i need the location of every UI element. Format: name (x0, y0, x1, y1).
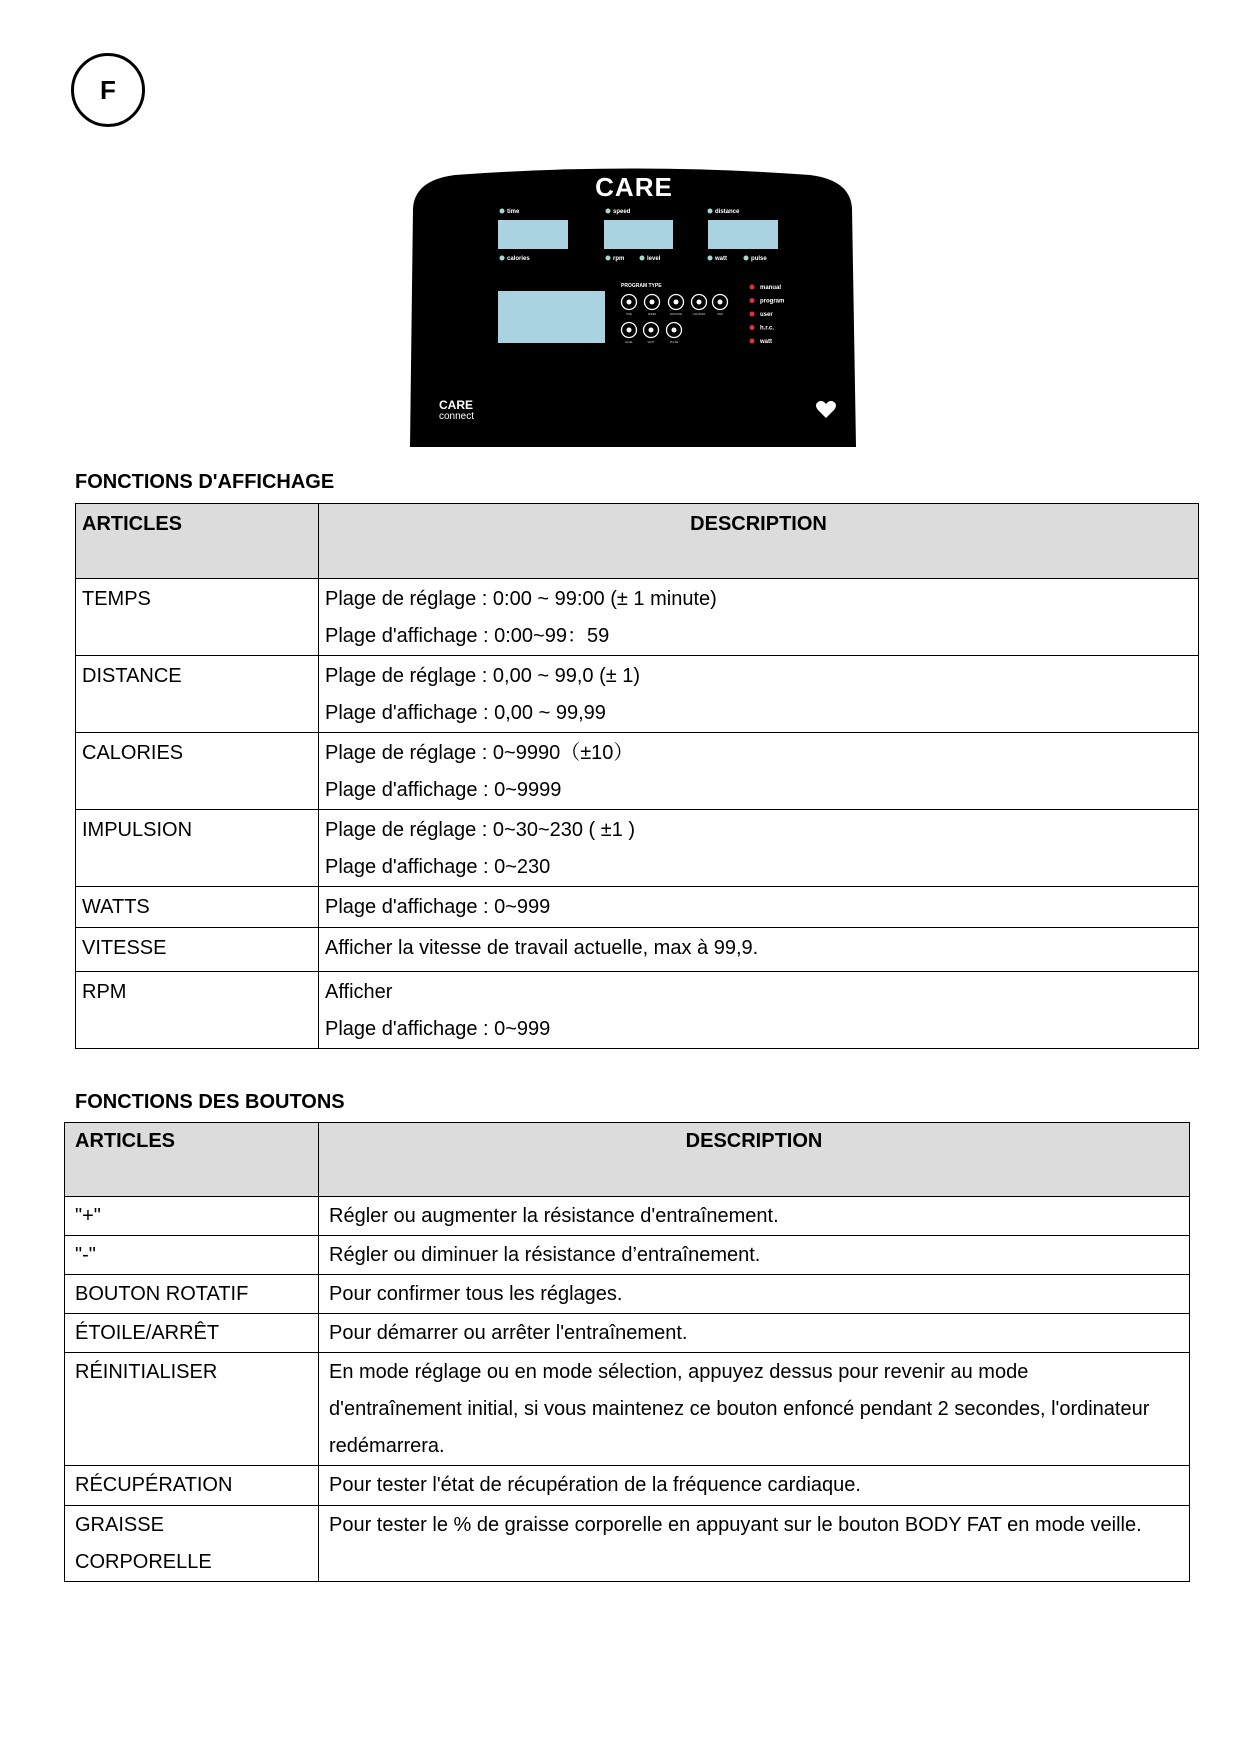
program-icon-label: WATT (647, 341, 655, 344)
description-cell (319, 1466, 1190, 1506)
indicator-label: pulse (751, 256, 767, 262)
article-text: RÉINITIALISER (75, 1361, 218, 1383)
table-row (65, 1314, 1190, 1353)
article-text: IMPULSION (82, 819, 193, 841)
program-led (750, 312, 755, 317)
program-led (750, 339, 755, 344)
description-line: Pour tester l'état de récupération de la fréquence cardiaque. (329, 1474, 861, 1496)
article-cell (65, 1275, 319, 1314)
description-cell (319, 1314, 1190, 1353)
table-row (65, 1197, 1190, 1236)
indicator-label: rpm (613, 256, 625, 262)
table-row (76, 810, 1199, 887)
description-line: Plage d'affichage : 0,00 ~ 99,99 (325, 702, 606, 724)
speed-display (604, 220, 673, 249)
article-cell (65, 1353, 319, 1466)
article-text: WATTS (82, 896, 150, 918)
program-led-label: program (760, 298, 785, 305)
description-line: redémarrera. (329, 1435, 445, 1457)
table-row (65, 1466, 1190, 1506)
description-line: Plage d'affichage : 0~999 (325, 1018, 551, 1040)
distance-display (708, 220, 778, 249)
care-connect-logo-bottom: connect (439, 411, 475, 422)
article-cell (76, 972, 319, 1049)
table-row (76, 928, 1199, 972)
description-cell (319, 1506, 1190, 1582)
header-articles: ARTICLES (65, 1123, 319, 1197)
description-cell (319, 1197, 1190, 1236)
description-cell (319, 1353, 1190, 1466)
description-line: Afficher (325, 981, 393, 1003)
indicator-dot (606, 256, 611, 261)
article-text: RPM (82, 981, 127, 1003)
description-line: Plage de réglage : 0,00 ~ 99,0 (± 1) (325, 665, 641, 687)
description-cell (319, 579, 1199, 656)
description-line: Plage d'affichage : 0~999 (325, 896, 551, 918)
program-led-label: watt (760, 339, 772, 345)
article-text: GRAISSE (75, 1514, 164, 1536)
program-icon-label: CALORIES (692, 313, 706, 316)
table-row (76, 579, 1199, 656)
description-line: Régler ou augmenter la résistance d'entraînement. (329, 1205, 779, 1227)
article-text: BOUTON ROTATIF (75, 1283, 249, 1305)
program-led-label: manual (760, 285, 782, 291)
description-cell (319, 733, 1199, 810)
language-badge: F (71, 53, 145, 127)
indicator-label: watt (715, 256, 727, 262)
table-row (65, 1506, 1190, 1582)
indicator-dot (640, 256, 645, 261)
description-cell (319, 928, 1199, 972)
article-cell (65, 1466, 319, 1506)
header-description: DESCRIPTION (319, 504, 1199, 579)
program-icon-label: SPEED (647, 313, 657, 316)
description-line: Plage de réglage : 0~30~230 ( ±1 ) (325, 819, 636, 841)
header-articles: ARTICLES (76, 504, 319, 579)
indicator-dot (744, 256, 749, 261)
table-row (76, 972, 1199, 1049)
article-text: DISTANCE (82, 665, 182, 687)
description-line: Pour tester le % de graisse corporelle en appuyant sur le bouton BODY FAT en mode veille. (329, 1514, 1142, 1536)
header-description: DESCRIPTION (319, 1123, 1190, 1197)
program-icon-label: TIME (626, 313, 632, 316)
care-logo: CARE (595, 172, 673, 202)
article-text: "-" (75, 1244, 96, 1266)
article-cell (65, 1506, 319, 1582)
indicator-dot (606, 209, 611, 214)
description-cell (319, 1236, 1190, 1275)
description-line: Plage d'affichage : 0~9999 (325, 779, 562, 801)
program-icon-label: LEVEL (625, 341, 633, 344)
display-functions-table (75, 503, 1199, 1049)
article-text: VITESSE (82, 937, 167, 959)
matrix-display (498, 291, 605, 343)
description-cell (319, 887, 1199, 928)
description-line: Afficher la vitesse de travail actuelle, max à 99,9. (325, 937, 759, 959)
program-led (750, 325, 755, 330)
article-cell (65, 1236, 319, 1275)
description-line: Régler ou diminuer la résistance d’entraînement. (329, 1244, 761, 1266)
program-led (750, 298, 755, 303)
indicator-dot (500, 209, 505, 214)
article-text: RÉCUPÉRATION (75, 1474, 233, 1496)
time-display (498, 220, 568, 249)
table-row (65, 1236, 1190, 1275)
program-type-label: PROGRAM TYPE (621, 283, 662, 289)
indicator-label: speed (613, 209, 631, 215)
description-cell (319, 972, 1199, 1049)
indicator-label: distance (715, 209, 740, 215)
program-led (750, 285, 755, 290)
indicator-label: calories (507, 256, 530, 262)
care-connect-logo-top: CARE (439, 398, 474, 412)
console-diagram (400, 160, 880, 460)
article-cell (76, 810, 319, 887)
article-text: ÉTOILE/ARRÊT (75, 1322, 220, 1344)
program-icon-label: PULSE (669, 341, 679, 344)
table-row (65, 1353, 1190, 1466)
article-text: CORPORELLE (75, 1551, 212, 1573)
program-led-label: user (760, 312, 773, 318)
description-line: Plage de réglage : 0~9990（±10） (325, 742, 634, 764)
description-cell (319, 810, 1199, 887)
display-functions-title: FONCTIONS D'AFFICHAGE (75, 471, 335, 493)
description-line: d'entraînement initial, si vous maintenez ce bouton enfoncé pendant 2 secondes, l'ordinateur (329, 1398, 1150, 1420)
article-cell (76, 579, 319, 656)
description-line: Plage d'affichage : 0:00~99：59 (325, 625, 610, 647)
indicator-dot (708, 256, 713, 261)
description-cell (319, 1275, 1190, 1314)
description-line: Pour confirmer tous les réglages. (329, 1283, 623, 1305)
description-line: Plage de réglage : 0:00 ~ 99:00 (± 1 minute) (325, 588, 717, 610)
program-icon-label: HRM (717, 313, 723, 316)
article-cell (65, 1314, 319, 1353)
indicator-label: level (647, 256, 661, 262)
article-text: TEMPS (82, 588, 151, 610)
article-cell (76, 733, 319, 810)
table-row (65, 1275, 1190, 1314)
description-line: En mode réglage ou en mode sélection, appuyez dessus pour revenir au mode (329, 1361, 1029, 1383)
article-cell (76, 928, 319, 972)
button-functions-table (64, 1122, 1190, 1582)
article-cell (65, 1197, 319, 1236)
article-cell (76, 656, 319, 733)
article-cell (76, 887, 319, 928)
description-line: Plage d'affichage : 0~230 (325, 856, 551, 878)
program-led-label: h.r.c. (760, 325, 775, 332)
description-cell (319, 656, 1199, 733)
description-line: Pour démarrer ou arrêter l'entraînement. (329, 1322, 688, 1344)
program-icon-label: DISTANCE (669, 313, 683, 316)
indicator-label: time (507, 209, 520, 215)
article-text: CALORIES (82, 742, 184, 764)
button-functions-title: FONCTIONS DES BOUTONS (75, 1091, 345, 1113)
article-text: "+" (75, 1205, 101, 1227)
table-row (76, 887, 1199, 928)
table-row (76, 656, 1199, 733)
indicator-dot (708, 209, 713, 214)
indicator-dot (500, 256, 505, 261)
table-row (76, 733, 1199, 810)
